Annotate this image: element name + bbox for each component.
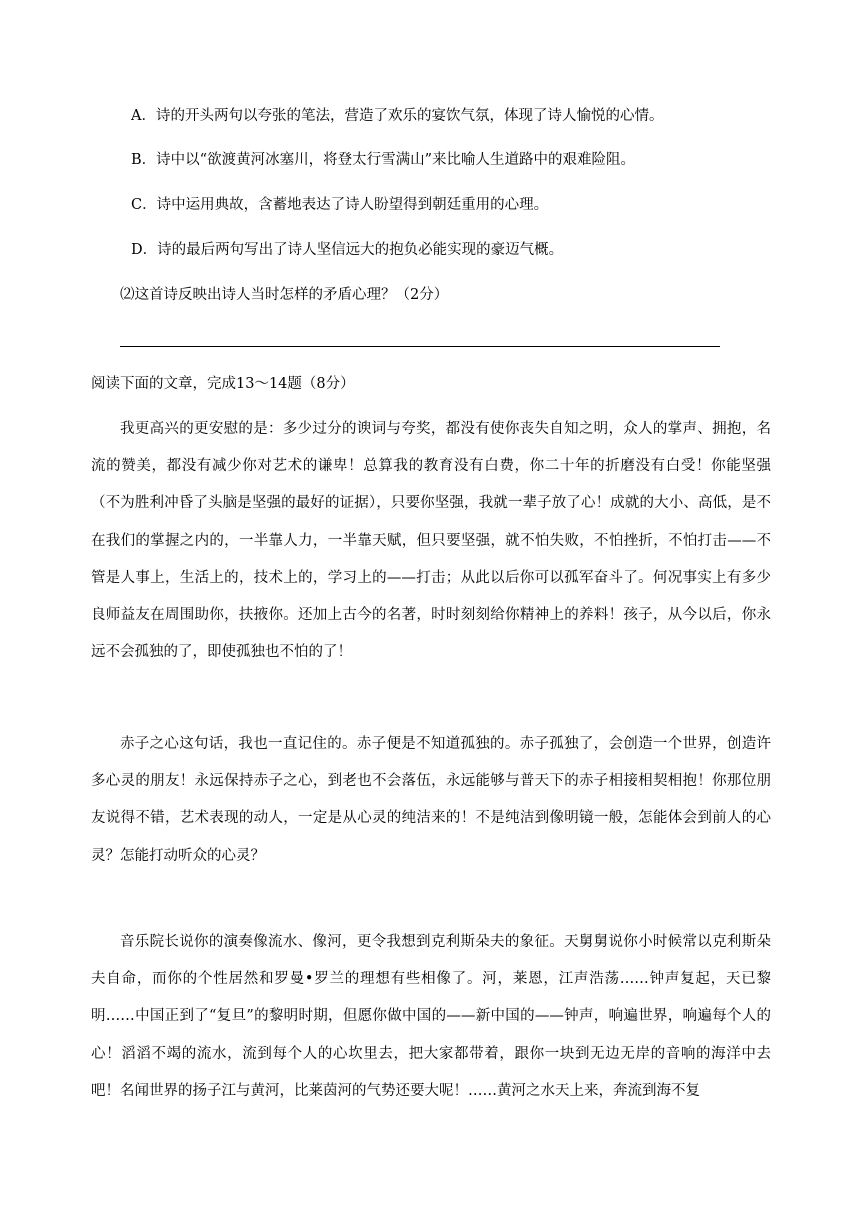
option-a: A．诗的开头两句以夸张的笔法，营造了欢乐的宴饮气氛，体现了诗人愉悦的心情。 xyxy=(131,108,664,124)
paragraph-2: 赤子之心这句话，我也一直记住的。赤子便是不知道孤独的。赤子孤独了，会创造一个世界，创造许多心灵的朋友！永远保持赤子之心，到老也不会落伍，永远能够与普天下的赤子相接相契相抱！你那位朋友说得不错，艺术表现的动人，一定是从心灵的纯洁来的！不是纯洁到像明镜一般，怎能体会到前人的心灵？怎能打动听众的心灵？ xyxy=(91,736,771,864)
question-2: ⑵这首诗反映出诗人当时怎样的矛盾心理？（2分） xyxy=(120,287,449,303)
option-b: B．诗中以“欲渡黄河冰塞川，将登太行雪满山”来比喻人生道路中的艰难险阻。 xyxy=(131,152,635,168)
paragraph-1: 我更高兴的更安慰的是：多少过分的谀词与夸奖，都没有使你丧失自知之明，众人的掌声、拥抱，名流的赞美，都没有减少你对艺术的谦卑！总算我的教育没有白费，你二十年的折磨没有白受！你能坚强（不为胜利冲昏了头脑是坚强的最好的证据），只要你坚强，我就一辈子放了心！成就的大小、高低，是不在我们的掌握之内的，一半靠人力，一半靠天赋，但只要坚强，就不怕失败，不怕挫折，不怕打击——不管是人事上，生活上的，技术上的，学习上的——打击；从此以后你可以孤军奋斗了。何况事实上有多少良师益友在周围助你，扶掖你。还加上古今的名著，时时刻刻给你精神上的养料！孩子，从今以后，你永远不会孤独的了，即使孤独也不怕的了！ xyxy=(91,421,771,661)
paragraph-3: 音乐院长说你的演奏像流水、像河，更令我想到克利斯朵夫的象征。天舅舅说你小时候常以克利斯朵夫自命，而你的个性居然和罗曼•罗兰的理想有些相像了。河，莱恩，江声浩荡……钟声复起，天已黎明……中国正到了“复旦”的黎明时期，但愿你做中国的——新中国的——钟声，响遍世界，响遍每个人的心！滔滔不竭的流水，流到每个人的心坎里去，把大家都带着，跟你一块到无边无岸的音响的海洋中去吧！名闻世界的扬子江与黄河，比莱茵河的气势还要大呢！……黄河之水天上来，奔流到海不复 xyxy=(91,934,771,1099)
option-d: D．诗的最后两句写出了诗人坚信远大的抱负必能实现的豪迈气概。 xyxy=(131,242,564,258)
answer-line[interactable] xyxy=(120,346,720,347)
option-c: C．诗中运用典故，含蓄地表达了诗人盼望得到朝廷重用的心理。 xyxy=(131,197,549,213)
reading-heading: 阅读下面的文章，完成13～14题（8分） xyxy=(91,376,355,392)
